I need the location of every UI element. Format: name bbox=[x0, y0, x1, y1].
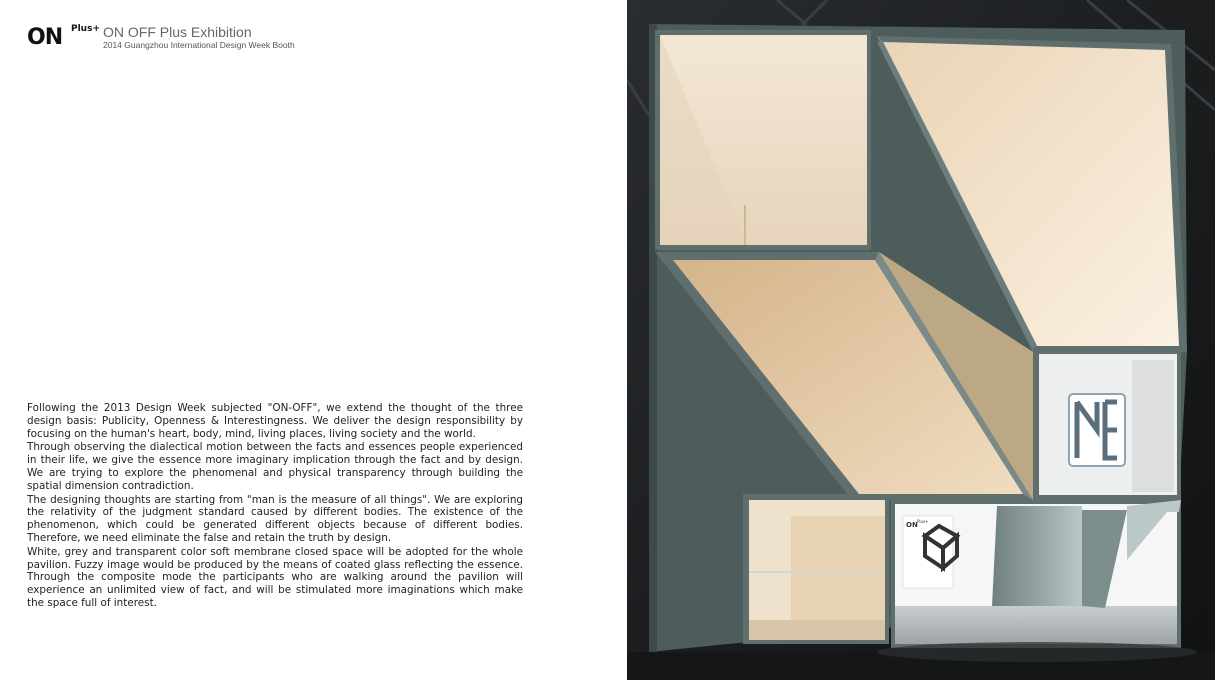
on-plus-sign bbox=[1069, 394, 1125, 466]
wall-logo-sup: Plus+ bbox=[917, 519, 929, 524]
glass-wall bbox=[992, 506, 1082, 606]
logo-text: ON bbox=[27, 25, 63, 50]
paragraph-4: White, grey and transparent color soft membrane closed space will be adopted for the whole pavilion. Fuzzy image would be produced by the means of coated glass reflecting the essence. Through the composite mode the participants who are walking around the pavilion will experience an unlimited view of fact, and will be stimulated more imaginations which make the space full of interest. bbox=[27, 545, 523, 609]
description bbox=[27, 402, 523, 611]
brand-header bbox=[27, 24, 295, 52]
logo-superscript: Plus+ bbox=[71, 24, 100, 34]
paragraph-1: Following the 2013 Design Week subjected "ON-OFF", we extend the thought of the three design basis: Publicity, Openness & Interestingness. We deliver the design responsibility by focusing on the human's heart, body, mind, living places, living society and the world. bbox=[27, 402, 523, 440]
wall-logo-text: ON bbox=[906, 521, 918, 529]
title-block bbox=[103, 25, 295, 51]
page-title: ON OFF Plus Exhibition bbox=[103, 24, 252, 40]
pavilion-photo bbox=[627, 0, 1215, 680]
on-plus-logo bbox=[27, 24, 100, 52]
page-subtitle: 2014 Guangzhou International Design Week Booth bbox=[103, 40, 295, 50]
paragraph-3: The designing thoughts are starting from "man is the measure of all things". We are exploring the relativity of the judgment standard caused by different bodies. The existence of the phenomenon, which could be generated different objects because of different bodies. Therefore, we need eliminate the false and retain the truth by design. bbox=[27, 493, 523, 544]
pavilion-illustration bbox=[627, 0, 1215, 680]
paragraph-2: Through observing the dialectical motion between the facts and essences people experienced in their life, we give the essence more imaginary implication through the fact and by design. We are trying to explore the phenomenal and physical transparency through building the spatial dimension contradiction. bbox=[27, 441, 523, 492]
